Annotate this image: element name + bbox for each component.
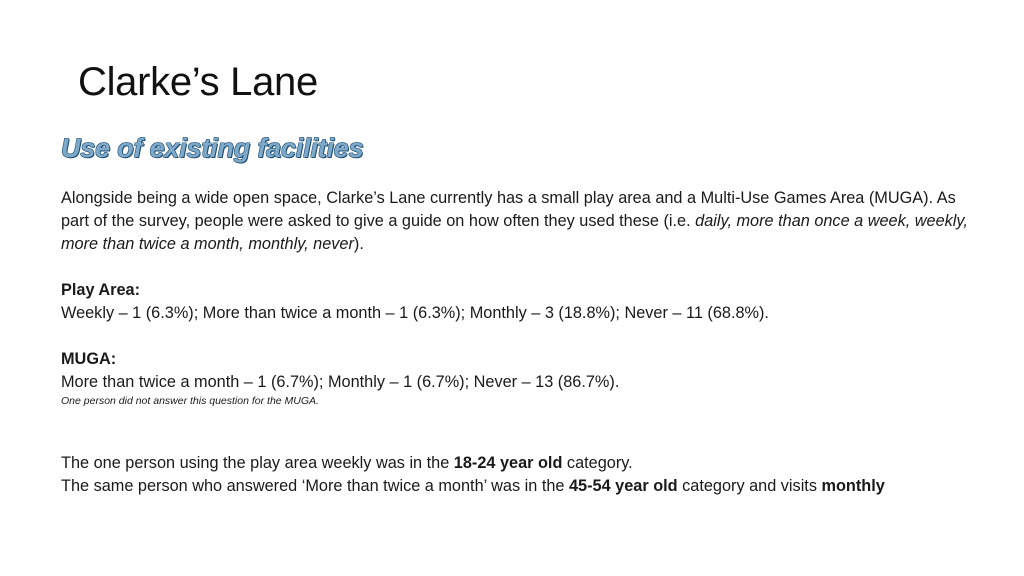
slide-subtitle: Use of existing facilities — [61, 133, 364, 163]
intro-end: ). — [353, 235, 364, 253]
play-area-heading: Play Area: — [61, 281, 141, 299]
finding-2-age: 45-54 year old — [569, 477, 678, 495]
slide-title: Clarke’s Lane — [78, 60, 318, 104]
finding-2-frequency: monthly — [821, 477, 885, 495]
muga-note: One person did not answer this question for the MUGA. — [61, 395, 319, 407]
muga-heading: MUGA: — [61, 350, 117, 368]
muga-results: More than twice a month – 1 (6.7%); Monthly – 1 (6.7%); Never – 13 (86.7%). — [61, 373, 620, 391]
finding-1-text: The one person using the play area weekly was in the — [61, 454, 454, 472]
slide-body — [61, 187, 981, 498]
finding-2-mid: category and visits — [677, 477, 822, 495]
intro-text: Alongside being a wide open space, Clarke’s Lane currently has a small play area and a Multi-Use Games Area (MUGA). As part of the survey, people were asked to give a guide on how often they used these (i.e. — [61, 189, 956, 230]
finding-1-age: 18-24 year old — [453, 454, 563, 472]
intro-examples: daily, more than once a week, weekly, more than twice a month, monthly, never — [61, 212, 968, 253]
finding-1-end: category. — [562, 454, 633, 472]
finding-line-2 — [61, 475, 981, 498]
finding-line-1 — [61, 452, 981, 475]
play-area-results: Weekly – 1 (6.3%); More than twice a month – 1 (6.3%); Monthly – 3 (18.8%); Never – 11 (68.8%). — [61, 304, 769, 322]
finding-2-text: The same person who answered ‘More than twice a month’ was in the — [61, 477, 569, 495]
intro-paragraph — [61, 187, 981, 256]
